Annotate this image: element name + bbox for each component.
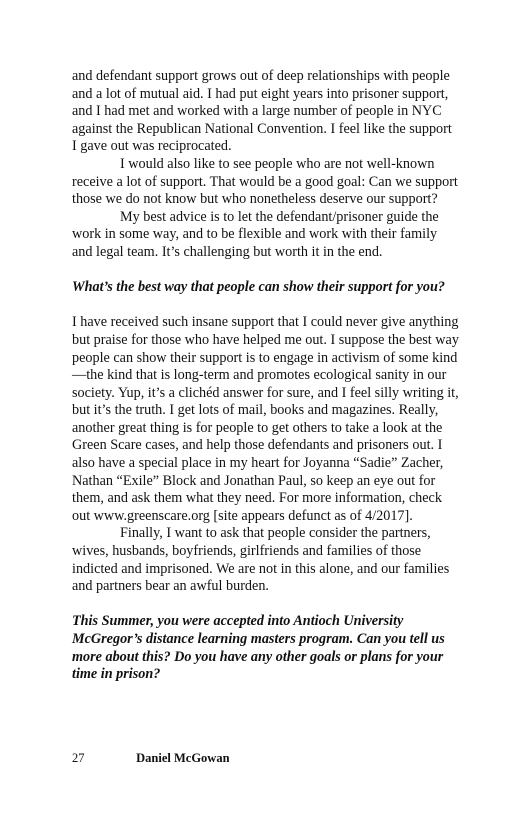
running-author: Daniel McGowan — [136, 751, 230, 765]
interview-question-antioch: This Summer, you were accepted into Antioch University McGregor’s distance learning masters program. Can you tell us more about this? Do you have any other goals or plans for your time in prison? — [72, 613, 445, 683]
interview-question-support: What’s the best way that people can show their support for you? — [72, 279, 445, 296]
paragraph-answer-support: I have received such insane support that I could never give anything but praise for those who have helped me out. I suppose the best way people can show their support is to engage in activism of some kind—the kind that is long-term and promotes ecological sanity in our society. Yup, it’s a clichéd answer for sure, and I feel silly writing it, but it’s the truth. I get lots of mail, books and magazines. Really, another great thing is for people to get others to take a look at the Green Scare cases, and help those defendants and prisoners out. I also have a special place in my heart for Joyanna “Sadie” Zacher, Nathan “Exile” Block and Jonathan Paul, so keep an eye out for them, and ask them what they need. For more information, check out www.greenscare.org [site appears defunct as of 4/2017]. — [72, 314, 459, 524]
paragraph-gap — [72, 596, 460, 614]
paragraph-families: Finally, I want to ask that people consider the partners, wives, husbands, boyfriends, girlfriends and families of those indicted and imprisoned. We are not in this alone, and our families and partners bear an awful burden. — [72, 525, 450, 595]
paragraph-gap — [72, 297, 460, 315]
page-number: 27 — [72, 751, 85, 765]
page-body — [72, 68, 460, 684]
paragraph-gap — [72, 262, 460, 280]
page-footer — [72, 751, 230, 766]
paragraph-unknown-support: I would also like to see people who are not well-known receive a lot of support. That would be a good goal: Can we support those we do not know but who nonetheless deserve our support? — [72, 155, 458, 208]
paragraph-best-advice: My best advice is to let the defendant/prisoner guide the work in some way, and to be flexible and work with their family and legal team. It’s challenging but worth it in the end. — [72, 208, 439, 260]
paragraph-support-reciprocated: and defendant support grows out of deep relationships with people and a lot of mutual aid. I had put eight years into prisoner support, and I had met and worked with a large number of people in NYC against the Republican National Convention. I feel like the support I gave out was reciprocated. — [72, 68, 452, 155]
